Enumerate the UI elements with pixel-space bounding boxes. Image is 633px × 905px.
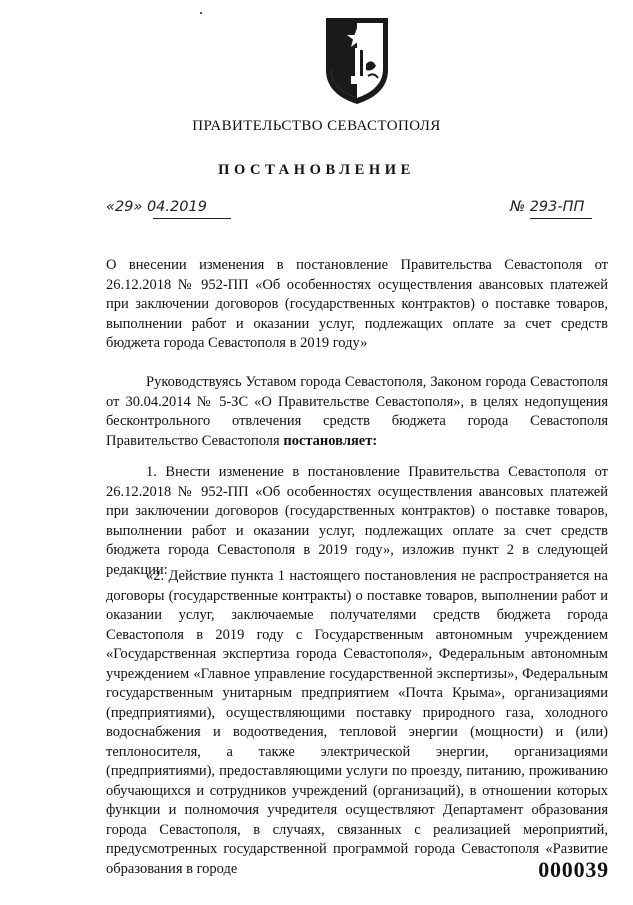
government-name: ПРАВИТЕЛЬСТВО СЕВАСТОПОЛЯ bbox=[192, 118, 441, 134]
point-2-paragraph: «2. Действие пункта 1 настоящего постановления не распространяется на договоры (государственные контракты) о поставке товаров, выполнении работ и оказании услуг, заключаемые получателями средств бюджета города Севастополя в 2019 году с Государственным автономным учреждением «Государственная экспертиза города Севастополя», Федеральным автономным учреждением «Главное управление государственной экспертизы», Федеральным государственным унитарным предприятием «Почта Крыма», организациями (предприятиями), осуществляющими поставку природного газа, холодного водоснабжения и водоотведения, тепловой энергии (мощности) и (или) теплоносителя, а также электрической энергии, организациями (предприятиями), предоставляющими услуги по проезду, питанию, проживанию обучающихся и сотрудников учреждений (организаций), в отношении которых функции и полномочия учредителя осуществляют Департамент образования города Севастополя, в случаях, связанных с реализацией мероприятий, предусмотренных государственной программой города Севастополя «Развитие образования в городе bbox=[106, 568, 608, 877]
point-1-paragraph: 1. Внести изменение в постановление Правительства Севастополя от 26.12.2018 № 952-ПП «Об особенностях осуществления авансовых платежей при заключении договоров (государственных контрактов) о поставке товаров, выполнении работ и оказании услуг, подлежащих оплате за счет средств бюджета города Севастополя в 2019 году», изложив пункт 2 в следующей редакции: bbox=[106, 464, 608, 578]
date-value: «29» 04.2019 bbox=[106, 199, 207, 215]
document-type-title: ПОСТАНОВЛЕНИЕ bbox=[218, 162, 415, 178]
document-date bbox=[106, 199, 207, 215]
page-serial-number: 000039 bbox=[538, 857, 609, 882]
number-underline bbox=[530, 218, 592, 219]
date-underline bbox=[153, 218, 231, 219]
sevastopol-coat-of-arms-icon bbox=[322, 14, 392, 106]
scan-artifact bbox=[200, 12, 202, 14]
document-subject: О внесении изменения в постановление Правительства Севастополя от 26.12.2018 № 952-ПП «Об особенностях осуществления авансовых платежей при заключении договоров (государственных контрактов) о поставке товаров, выполнении работ и оказании услуг, подлежащих оплате за счет средств бюджета города Севастополя в 2019 году» bbox=[106, 257, 608, 351]
document-number bbox=[510, 199, 584, 215]
decree-word: постановляет: bbox=[283, 432, 378, 449]
preamble-paragraph bbox=[106, 373, 608, 451]
number-value: № 293-ПП bbox=[510, 199, 585, 215]
preamble-text: Руководствуясь Уставом города Севастополя, Законом города Севастополя от 30.04.2014 № 5-ЗС «О Правительстве Севастополя», в целях недопущения бесконтрольного отвлечения средств бюджета города Севастополя Правительство Севастополя bbox=[106, 374, 608, 449]
